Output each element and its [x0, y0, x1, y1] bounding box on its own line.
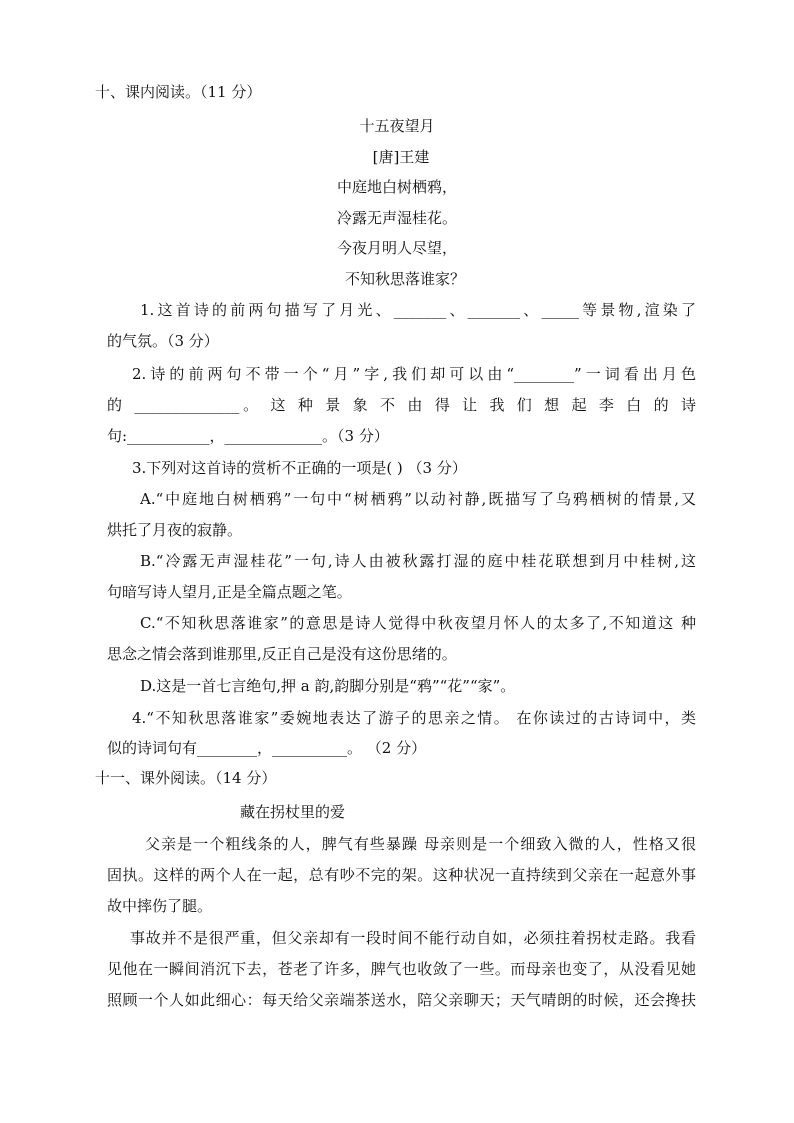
article-paragraph-1-line-3: 故中摔伤了腿。 [107, 897, 213, 915]
poem-line-3: 今夜月明人尽望， [336, 239, 457, 257]
poem-title: 十五夜望月 [359, 117, 435, 135]
article-paragraph-1-line-2: 固执。这样的两个人在一起，总有吵不完的架。这种状况一直持续到父亲在一起意外事 [107, 866, 696, 884]
article-title: 藏在拐杖里的爱 [240, 803, 346, 821]
poem-line-4: 不知秋思落谁家？ [344, 270, 465, 288]
question-4-line-2: 似的诗词句有________，__________。 （2 分） [107, 739, 427, 757]
article-paragraph-2-line-3: 照顾一个人如此细心：每天给父亲端茶送水，陪父亲聊天；天气晴朗的时候，还会搀扶 [107, 991, 696, 1009]
question-2-line-2: 的 ______________。 这 种 景 象 不 由 得 让 我 们 想 起 李 白 的 诗 [107, 396, 696, 414]
question-3-option-b-line-1: B.“冷露无声湿桂花”一句,诗人由被秋露打湿的庭中桂花联想到月中桂树,这 [140, 552, 696, 570]
question-2-line-1: 2.诗的前两句不带一个“月”字,我们却可以由“________”一词看出月色 [132, 365, 696, 383]
question-3-option-d: D.这是一首七言绝句,押 a 韵,韵脚分别是“鸦”“花”“家”。 [140, 677, 516, 695]
poem-line-2: 冷露无声湿桂花。 [336, 209, 457, 227]
question-1-line-2: 的气氛。（3 分） [107, 332, 219, 350]
poem-author: [唐]王建 [372, 148, 430, 166]
article-paragraph-1-line-1: 父亲是一个粗线条的人，脾气有些暴躁 母亲则是一个细致入微的人，性格又很 [145, 835, 696, 853]
question-3-option-b-line-2: 句暗写诗人望月,正是全篇点题之笔。 [107, 583, 352, 601]
question-4-line-1: 4.“不知秋思落谁家”委婉地表达了游子的思亲之情。 在你读过的古诗词中，类 [132, 709, 696, 727]
section-10-heading: 十、课内阅读。（11 分） [95, 83, 262, 101]
question-3-stem: 3.下列对这首诗的赏析不正确的一项是( ) （3 分） [132, 459, 467, 477]
question-2-line-3: 句:___________，_____________。（3 分） [107, 427, 389, 445]
poem-line-1: 中庭地白树栖鸦， [336, 178, 457, 196]
question-3-option-c-line-1: C.“不知秋思落谁家”的意思是诗人觉得中秋夜望月怀人的太多了,不知道这 种 [140, 614, 696, 632]
question-3-option-c-line-2: 思念之情会落到谁那里,反正自己是没有这份思绪的。 [107, 645, 457, 663]
question-1-line-1: 1.这首诗的前两句描写了月光、_______、_______、_____等景物,渲染了 [140, 301, 696, 319]
question-3-option-a-line-1: A.“中庭地白树栖鸦”一句中“树栖鸦”以动衬静,既描写了乌鸦栖树的情景,又 [140, 490, 696, 508]
question-3-option-a-line-2: 烘托了月夜的寂静。 [107, 521, 243, 539]
article-paragraph-2-line-2: 见他在一瞬间消沉下去，苍老了许多，脾气也收敛了一些。而母亲也变了，从没看见她 [107, 960, 696, 978]
section-11-heading: 十一、课外阅读。（14 分） [95, 769, 277, 787]
article-paragraph-2-line-1: 事故并不是很严重，但父亲却有一段时间不能行动自如，必须拄着拐杖走路。我看 [130, 929, 696, 947]
